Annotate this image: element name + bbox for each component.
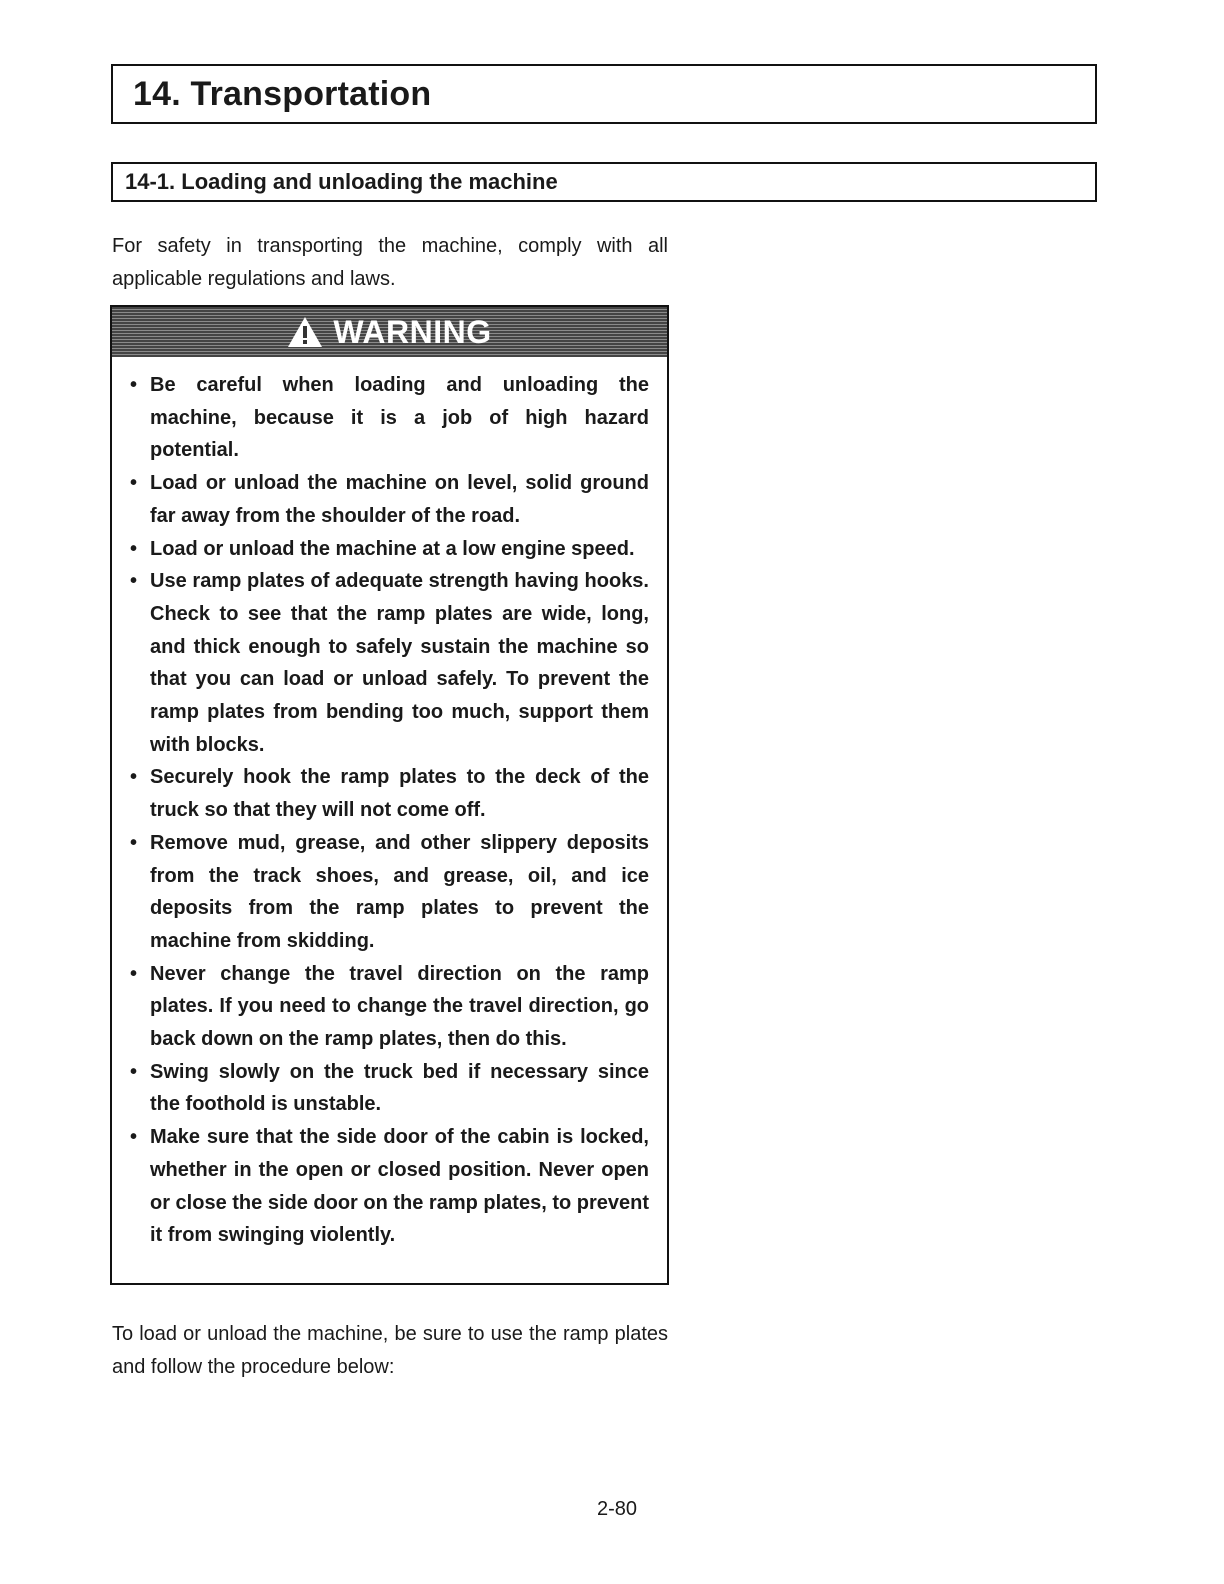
intro-paragraph: For safety in transporting the machine, comply with all applicable regulations and laws.: [112, 235, 668, 290]
warning-box: [110, 305, 669, 1285]
warning-header: [112, 307, 667, 357]
outro-paragraph: To load or unload the machine, be sure to use the ramp plates and follow the procedure below:: [112, 1323, 668, 1378]
warning-item: • Swing slowly on the truck bed if necessary since the foothold is unstable.: [150, 1056, 649, 1121]
section-title: 14-1. Loading and unloading the machine: [125, 169, 558, 194]
page-number: 2-80: [596, 1498, 638, 1520]
warning-item: • Remove mud, grease, and other slippery deposits from the track shoes, and grease, oil, and ice deposits from the ramp plates to prevent the machine from skidding.: [150, 827, 649, 958]
warning-item: • Use ramp plates of adequate strength having hooks. Check to see that the ramp plates are wide, long, and thick enough to safely sustain the machine so that you can load or unload safely. To prevent the ramp plates from bending too much, support them with blocks.: [150, 565, 649, 761]
warning-item: • Make sure that the side door of the cabin is locked, whether in the open or closed position. Never open or close the side door on the ramp plates, to prevent it from swinging violently.: [150, 1121, 649, 1252]
warning-item: • Be careful when loading and unloading the machine, because it is a job of high hazard potential.: [150, 369, 649, 467]
warning-triangle-icon: [287, 316, 323, 348]
warning-item: • Load or unload the machine on level, solid ground far away from the shoulder of the road.: [150, 467, 649, 532]
warning-title: WARNING: [333, 313, 492, 350]
warning-item: • Load or unload the machine at a low engine speed.: [150, 533, 649, 566]
warning-item: • Never change the travel direction on the ramp plates. If you need to change the travel direction, go back down on the ramp plates, then do this.: [150, 958, 649, 1056]
warning-item: • Securely hook the ramp plates to the deck of the truck so that they will not come off.: [150, 761, 649, 826]
warning-list: [112, 357, 667, 1252]
section-header: [111, 162, 1097, 202]
chapter-title: 14. Transportation: [133, 74, 432, 113]
chapter-header: [111, 64, 1097, 124]
